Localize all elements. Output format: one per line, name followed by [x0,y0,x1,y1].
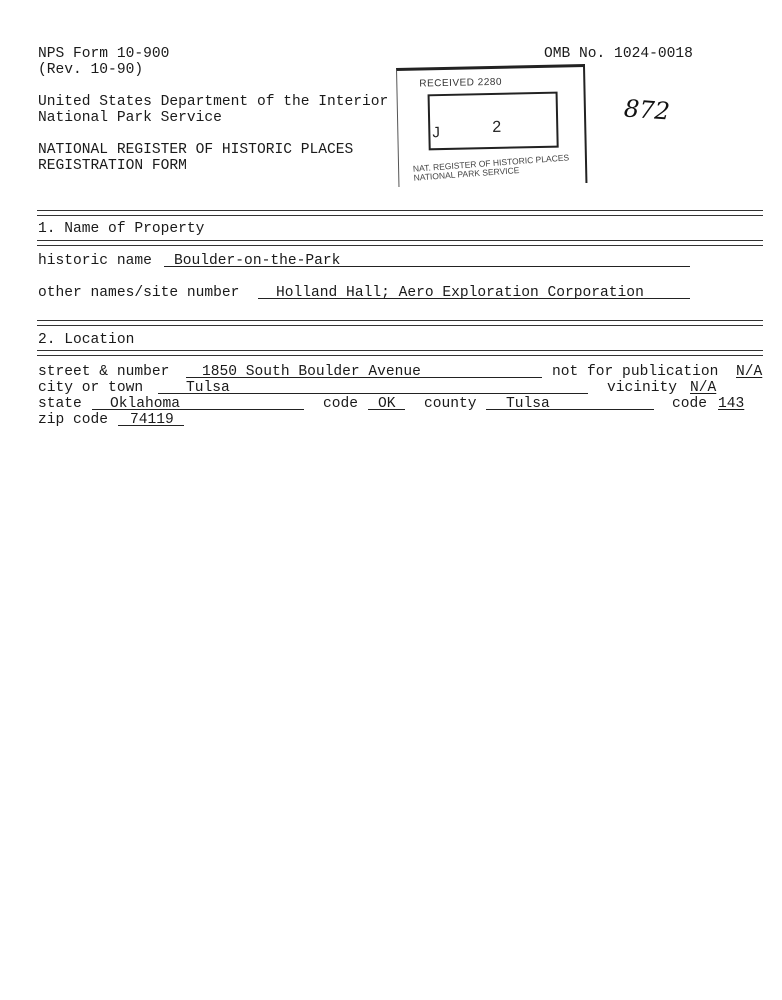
county-label: county [424,396,477,412]
section-1-heading: 1. Name of Property [38,221,205,237]
street-label: street & number [38,364,170,380]
stamp-day: 2 [492,118,502,136]
county-value[interactable]: Tulsa [506,396,550,412]
vicinity-value[interactable]: N/A [690,380,717,396]
section-divider [37,320,763,326]
section-2-heading: 2. Location [38,332,135,348]
city-label: city or town [38,380,144,396]
section-divider [37,210,763,216]
form-revision: (Rev. 10-90) [38,62,144,78]
state-code-value[interactable]: OK [378,396,396,412]
stamp-agency-text: NAT. REGISTER OF HISTORIC PLACES NATIONAL PARK SERVICE [412,152,570,183]
county-code-value[interactable]: 143 [718,396,745,412]
zip-value[interactable]: 74119 [130,412,174,428]
section-divider [37,240,763,246]
section-divider [37,350,763,356]
form-title: NATIONAL REGISTER OF HISTORIC PLACES [38,142,354,158]
agency-name: National Park Service [38,110,222,126]
stamp-received-text: RECEIVED 2280 [419,76,503,90]
received-stamp [396,64,587,187]
state-label: state [38,396,82,412]
street-value[interactable]: 1850 South Boulder Avenue [202,364,421,380]
historic-name-value[interactable]: Boulder-on-the-Park [174,253,341,269]
handwritten-reference-number: 872 [623,94,671,126]
county-code-label: code [672,396,708,412]
city-value[interactable]: Tulsa [186,380,230,396]
historic-name-label: historic name [38,253,152,269]
not-for-publication-value[interactable]: N/A [736,364,763,380]
form-number: NPS Form 10-900 [38,46,170,62]
vicinity-label: vicinity [607,380,678,396]
zip-label: zip code [38,412,109,428]
department-name: United States Department of the Interior [38,94,389,110]
form-subtitle: REGISTRATION FORM [38,158,187,174]
omb-number: OMB No. 1024-0018 [544,46,693,62]
not-for-publication-label: not for publication [552,364,719,380]
other-names-label: other names/site number [38,285,240,301]
state-code-label: code [323,396,359,412]
stamp-month: J [432,124,441,142]
state-value[interactable]: Oklahoma [110,396,181,412]
other-names-value[interactable]: Holland Hall; Aero Exploration Corporation [276,285,644,301]
